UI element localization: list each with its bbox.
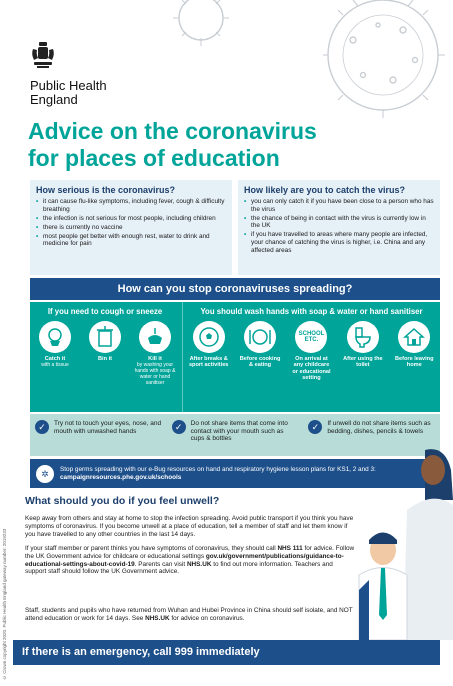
serious-item: • the infection is not serious for most people, including children: [36, 215, 226, 223]
plate-cutlery-icon: [244, 321, 276, 353]
after-toilet-item: [342, 321, 384, 382]
stop-spreading-banner: How can you stop coronaviruses spreading?: [30, 278, 440, 300]
on-arrival-item: [290, 321, 332, 382]
tip-item: [30, 414, 167, 456]
unwell-heading: What should you do if you feel unwell?: [25, 495, 220, 507]
school-icon: SCHOOL ETC.: [295, 321, 327, 353]
title-line-1: Advice on the coronavirus: [28, 118, 317, 144]
prevention-panel: [30, 302, 440, 412]
p3-text-a: Staff, students and pupils who have returned from Wuhan and Hubei Province in China should self isolate, and NOT attend education or work for 14 days. See: [25, 607, 353, 622]
nhs-uk-link[interactable]: NHS.UK: [186, 560, 212, 568]
after-breaks-label: After breaks & sport activities: [188, 356, 229, 369]
wash-title: You should wash hands with soap & water or hand sanitiser: [200, 307, 423, 316]
cough-title: If you need to cough or sneeze: [47, 307, 163, 316]
p2-text-a: If your staff member or parent thinks you have symptoms of coronavirus, they should call: [25, 545, 278, 552]
copyright-note: © Crown copyright 2020. Public Health England gateway number: 2019233: [2, 528, 7, 680]
unwell-paragraph-2: [25, 545, 355, 576]
before-leaving-item: [393, 321, 435, 382]
phe-logo: [30, 40, 107, 107]
tip-item: [167, 414, 304, 456]
kill-it-item: [134, 321, 176, 386]
cough-group: [30, 302, 180, 412]
wash-group: [182, 302, 440, 412]
catch-it-item: [34, 321, 76, 386]
title-line-2: for places of education: [28, 145, 280, 171]
p2-text-c: . Parents can visit: [134, 560, 187, 568]
serious-title: How serious is the coronavirus?: [36, 185, 176, 195]
football-icon: [193, 321, 225, 353]
tip-text: Do not share items that come into contact with your mouth such as cups & bottles: [190, 420, 288, 443]
p3-text-b: for advice on coronavirus.: [169, 614, 245, 622]
logo-line-2: England: [30, 92, 78, 107]
emergency-banner: If there is an emergency, call 999 immediately: [13, 640, 440, 665]
before-cooking-item: [239, 321, 281, 382]
hand-wash-icon: [139, 321, 171, 353]
ebug-link[interactable]: campaignresources.phe.gov.uk/schools: [60, 473, 182, 481]
nhs-uk-link-2[interactable]: NHS.UK: [145, 614, 170, 622]
likely-item: • if you have travelled to areas where many people are infected, your chance of catching the virus is higher, i.e. China and any affected areas: [244, 231, 434, 254]
likely-box: [238, 180, 440, 275]
p2-text-d: to find out more information. Teachers and support staff should follow the UK Government advice.: [25, 560, 333, 576]
p2-text-b: for advice. Follow the UK Government advice for childcare or educational settings: [25, 545, 355, 560]
on-arrival-label: On arrival at any childcare or educational setting: [292, 356, 331, 382]
check-icon: ✓: [35, 420, 49, 434]
catch-it-sub: with a tissue: [41, 362, 69, 369]
virus-illustration: [153, 0, 453, 118]
serious-box: [30, 180, 232, 275]
after-breaks-item: [188, 321, 230, 382]
bin-icon: [89, 321, 121, 353]
unwell-paragraph-3: [25, 607, 355, 623]
before-cooking-label: Before cooking & eating: [239, 356, 281, 369]
gov-guidance-link[interactable]: gov.uk/government/publications/guidance-to-educational-settings-about-covid-19: [25, 552, 344, 568]
catch-it-label: Catch it: [44, 356, 66, 362]
kill-it-sub: by washing your hands with soap & water or hand sanitiser: [134, 362, 176, 387]
serious-item: • it can cause flu-like symptoms, including fever, cough & difficulty breathing: [36, 198, 226, 213]
check-icon: ✓: [308, 420, 322, 434]
likely-item: • the chance of being in contact with the virus is currently low in the UK: [244, 215, 434, 230]
likely-item: • you can only catch it if you have been close to a person who has the virus: [244, 198, 434, 213]
teacher-student-illustration: [355, 440, 453, 650]
tip-text: Try not to touch your eyes, nose, and mouth with unwashed hands: [54, 420, 162, 435]
ebug-logo-icon: ✲: [36, 465, 54, 483]
unwell-paragraph-1: Keep away from others and stay at home to stop the infection spreading. Avoid public transport if you think you have symptoms of coronavirus. If you become unwell at a place of education, tell a member of staff and let them know if you have travelled to any other countries in the last 14 days.: [25, 515, 354, 538]
home-icon: [398, 321, 430, 353]
before-leaving-label: Before leaving home: [394, 356, 434, 369]
bin-it-label: Bin it: [98, 356, 112, 362]
after-toilet-label: After using the toilet: [343, 356, 383, 369]
logo-line-1: Public Health: [30, 78, 107, 93]
bin-it-item: [84, 321, 126, 386]
tissue-icon: [39, 321, 71, 353]
likely-title: How likely are you to catch the virus?: [244, 185, 406, 195]
royal-crest-icon: [30, 40, 56, 70]
nhs-111-link[interactable]: NHS 111: [277, 545, 303, 552]
serious-item: • there is currently no vaccine: [36, 224, 226, 232]
kill-it-label: Kill it: [148, 356, 162, 362]
ebug-description: Stop germs spreading with our e-Bug resources on hand and respiratory hygiene lesson plans for KS1, 2 and 3:: [60, 465, 376, 473]
page-title: [28, 118, 428, 172]
tip-text: If unwell do not share items such as bedding, dishes, pencils & towels: [327, 420, 431, 435]
serious-item: • most people get better with enough rest, water to drink and medicine for pain: [36, 233, 226, 248]
check-icon: ✓: [172, 420, 186, 434]
toilet-icon: [347, 321, 379, 353]
